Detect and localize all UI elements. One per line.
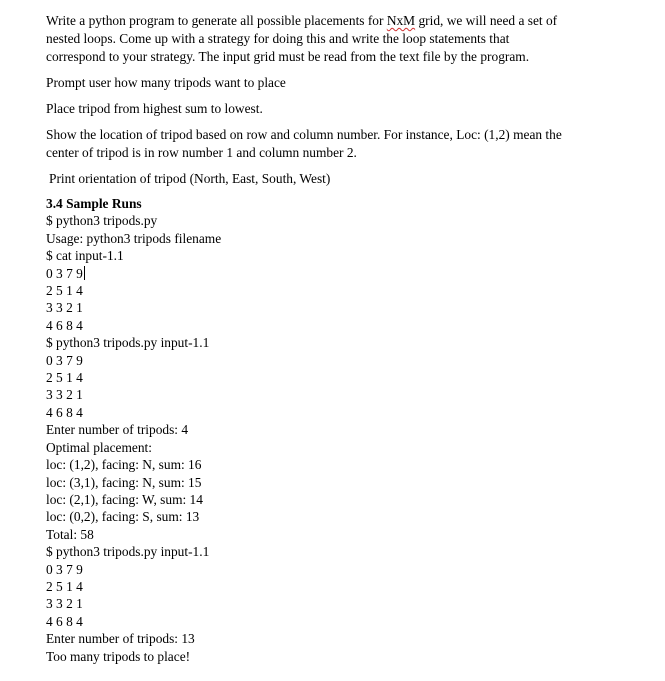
document-page: [46, 12, 646, 665]
sample-line: $ python3 tripods.py input-1.1: [46, 544, 210, 560]
sample-line: Too many tripods to place!: [46, 648, 191, 664]
place-paragraph: Place tripod from highest sum to lowest.: [46, 101, 263, 116]
sample-line: 2 5 1 4: [46, 578, 83, 594]
sample-line: 3 3 2 1: [46, 596, 83, 612]
sample-line: 3 3 2 1: [46, 300, 83, 316]
sample-line: Optimal placement:: [46, 439, 152, 455]
intro-line-3: correspond to your strategy. The input grid must be read from the text file by the program.: [46, 49, 530, 64]
intro-paragraph: [46, 12, 646, 66]
sample-line: 4 6 8 4: [46, 404, 83, 420]
sample-line: loc: (2,1), facing: W, sum: 14: [46, 491, 203, 507]
spellcheck-word-nxm[interactable]: NxM: [386, 13, 416, 28]
intro-text-start: Write a python program to generate all possible placements for: [46, 13, 387, 28]
sample-line: loc: (0,2), facing: S, sum: 13: [46, 509, 200, 525]
sample-line: 2 5 1 4: [46, 370, 83, 386]
sample-line: Total: 58: [46, 526, 94, 542]
location-line-2: center of tripod is in row number 1 and column number 2.: [46, 145, 357, 160]
sample-line-text: 0 3 7 9: [46, 265, 83, 281]
location-line-1: Show the location of tripod based on row and column number. For instance, Loc: (1,2) mean the: [46, 127, 562, 142]
sample-line: loc: (3,1), facing: N, sum: 15: [46, 474, 202, 490]
sample-line: loc: (1,2), facing: N, sum: 16: [46, 457, 202, 473]
sample-line: Enter number of tripods: 4: [46, 422, 189, 438]
sample-line: 0 3 7 9: [46, 561, 83, 577]
sample-runs-block: [46, 212, 646, 665]
sample-line: 0 3 7 9: [46, 352, 83, 368]
sample-line: Enter number of tripods: 13: [46, 631, 195, 647]
sample-line: $ python3 tripods.py: [46, 213, 158, 229]
sample-line: Usage: python3 tripods filename: [46, 230, 222, 246]
text-cursor: [84, 266, 85, 280]
sample-line: $ cat input-1.1: [46, 248, 124, 264]
intro-line-2: nested loops. Come up with a strategy for doing this and write the loop statements that: [46, 31, 510, 46]
sample-line: 2 5 1 4: [46, 283, 83, 299]
sample-line: 4 6 8 4: [46, 317, 83, 333]
sample-line: $ python3 tripods.py input-1.1: [46, 335, 210, 351]
sample-runs-heading: 3.4 Sample Runs: [46, 196, 142, 211]
sample-line: 3 3 2 1: [46, 387, 83, 403]
orientation-paragraph: Print orientation of tripod (North, East, South, West): [49, 171, 331, 186]
sample-line: 4 6 8 4: [46, 613, 83, 629]
sample-line-with-caret[interactable]: [46, 265, 646, 282]
intro-text-end: grid, we will need a set of: [415, 13, 558, 28]
location-paragraph: [46, 126, 646, 162]
prompt-paragraph: Prompt user how many tripods want to place: [46, 75, 286, 90]
